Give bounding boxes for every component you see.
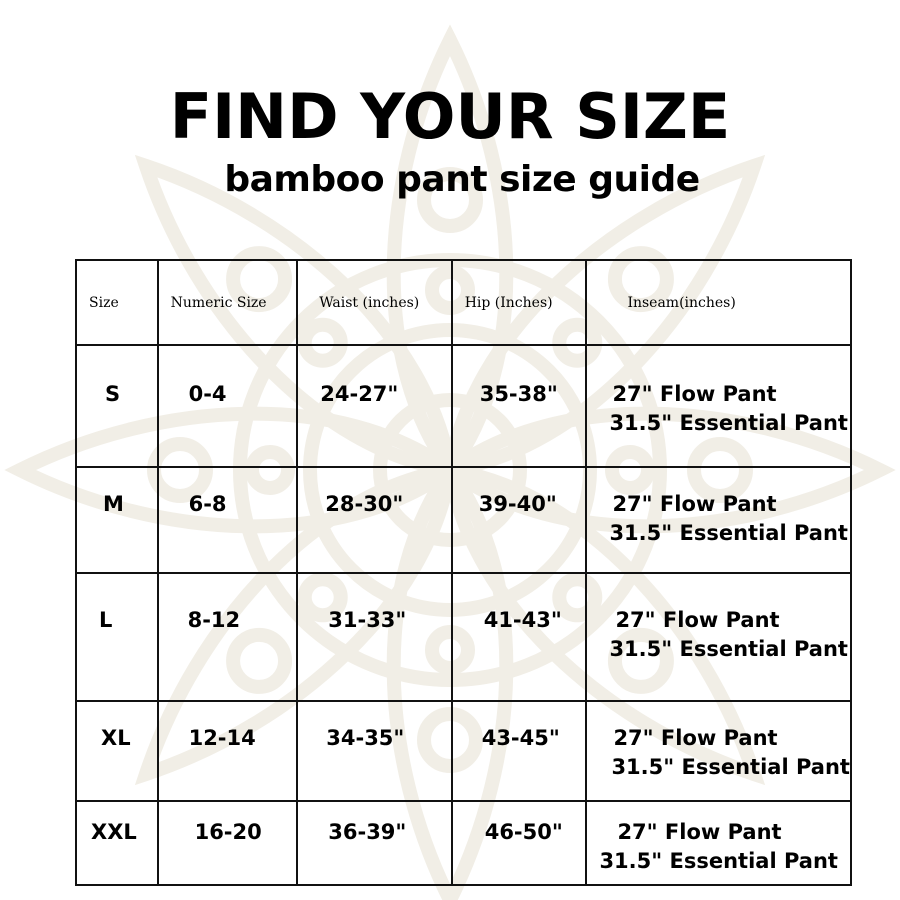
inseam-cell: 27" Flow Pant 31.5" Essential Pant xyxy=(586,345,851,467)
numeric-size-cell: 0-4 xyxy=(158,345,298,467)
hip-cell: 43-45" xyxy=(452,701,587,801)
numeric-size-cell: 8-12 xyxy=(158,573,298,701)
waist-cell: 31-33" xyxy=(297,573,451,701)
numeric-size-cell: 6-8 xyxy=(158,467,298,573)
waist-cell: 24-27" xyxy=(297,345,451,467)
inseam-cell: 27" Flow Pant 31.5" Essential Pant xyxy=(586,701,851,801)
hip-cell: 41-43" xyxy=(452,573,587,701)
column-header-hip: Hip (Inches) xyxy=(452,260,587,345)
table-row xyxy=(76,345,851,467)
table-row xyxy=(76,801,851,885)
hip-cell: 35-38" xyxy=(452,345,587,467)
size-cell: S xyxy=(76,345,158,467)
waist-cell: 36-39" xyxy=(297,801,451,885)
column-header-inseam: Inseam(inches) xyxy=(586,260,851,345)
page-subtitle: bamboo pant size guide xyxy=(224,159,700,200)
column-header-waist: Waist (inches) xyxy=(297,260,451,345)
size-cell: XL xyxy=(76,701,158,801)
hip-cell: 39-40" xyxy=(452,467,587,573)
table-row xyxy=(76,573,851,701)
inseam-cell: 27" Flow Pant 31.5" Essential Pant xyxy=(586,467,851,573)
page-title: FIND YOUR SIZE xyxy=(169,80,731,153)
table-header-row xyxy=(76,260,851,345)
column-header-size: Size xyxy=(76,260,158,345)
column-header-numeric-size: Numeric Size xyxy=(158,260,298,345)
inseam-cell: 27" Flow Pant 31.5" Essential Pant xyxy=(586,573,851,701)
size-cell: XXL xyxy=(76,801,158,885)
size-cell: L xyxy=(76,573,158,701)
size-table xyxy=(75,259,852,886)
waist-cell: 28-30" xyxy=(297,467,451,573)
waist-cell: 34-35" xyxy=(297,701,451,801)
table-row xyxy=(76,467,851,573)
size-cell: M xyxy=(76,467,158,573)
inseam-cell: 27" Flow Pant 31.5" Essential Pant xyxy=(586,801,851,885)
numeric-size-cell: 16-20 xyxy=(158,801,298,885)
numeric-size-cell: 12-14 xyxy=(158,701,298,801)
table-row xyxy=(76,701,851,801)
hip-cell: 46-50" xyxy=(452,801,587,885)
